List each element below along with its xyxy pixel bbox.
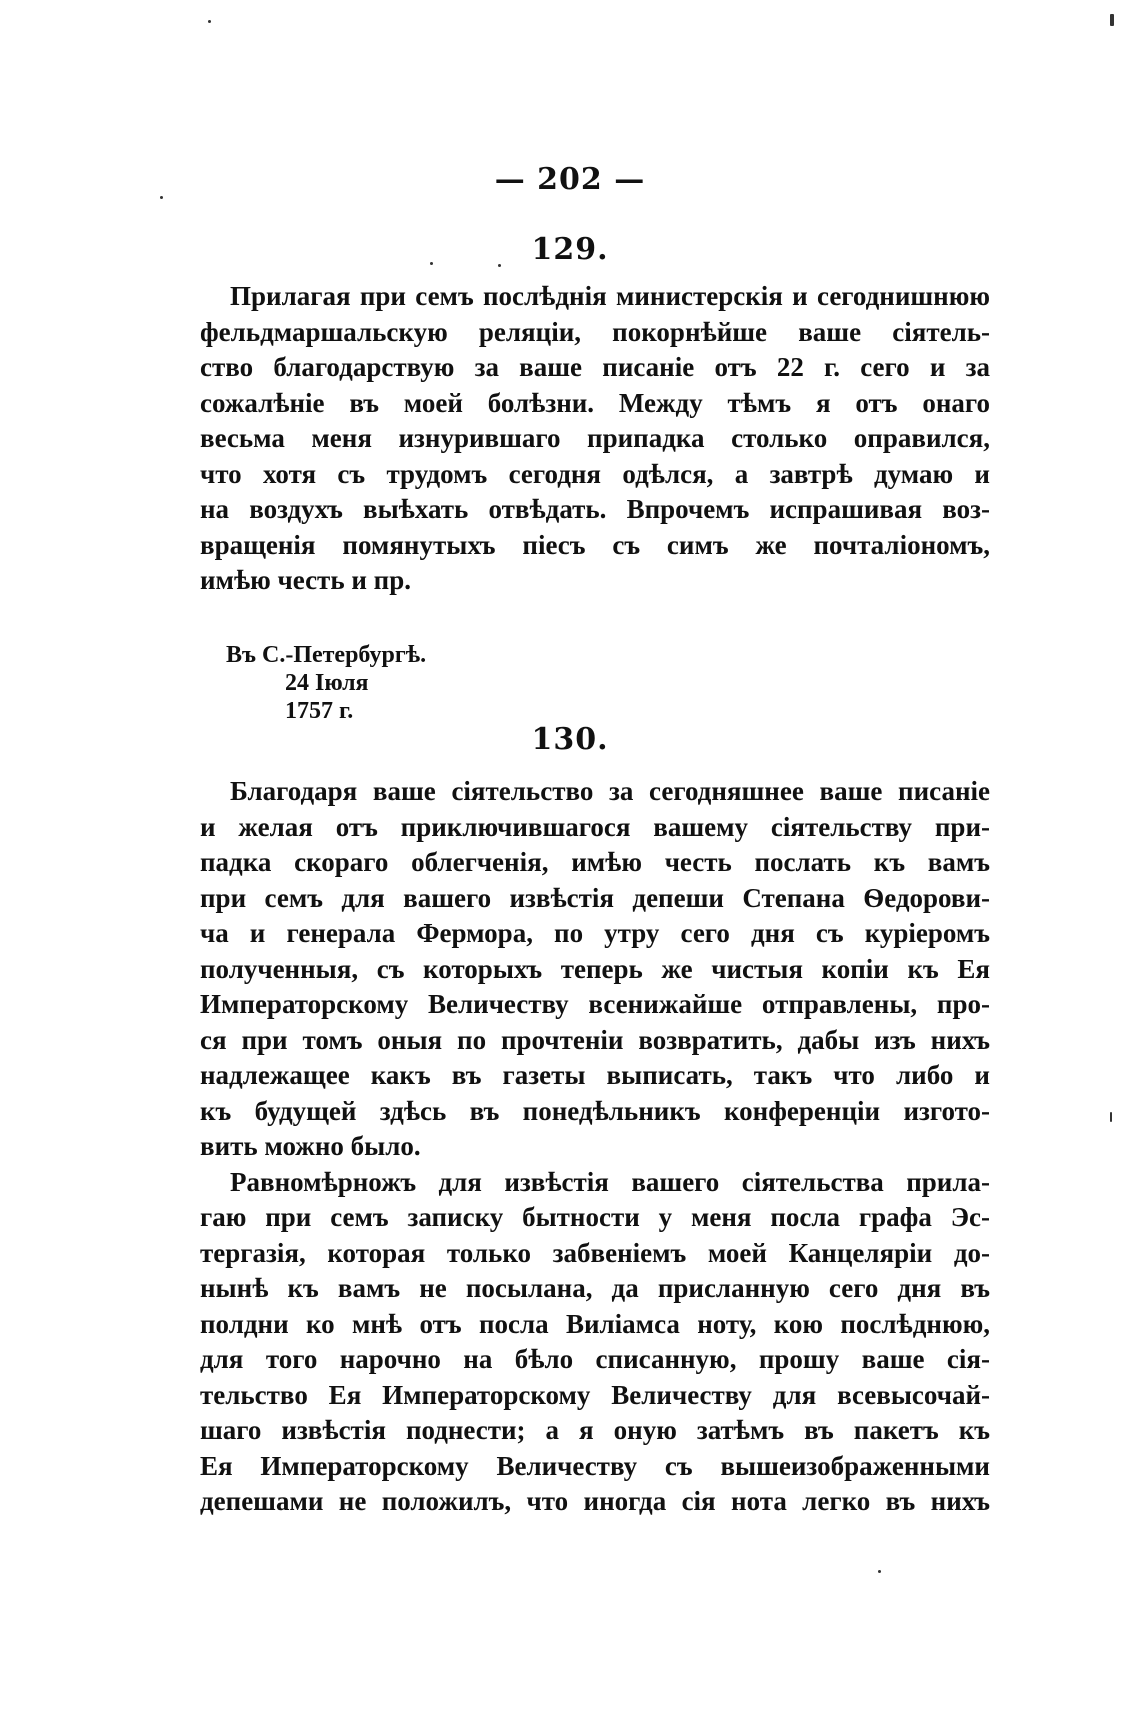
letter-130-p2-line: шаго извѣстія поднести; а я оную затѣмъ въ пакетъ къ xyxy=(200,1415,990,1445)
letter-129-date: 24 Іюля xyxy=(285,670,369,696)
letter-130-p2-line: полдни ко мнѣ отъ посла Виліамса ноту, кою послѣднюю, xyxy=(200,1308,990,1339)
letter-130-p2-line: нынѣ къ вамъ не посылана, да присланную сего дня въ xyxy=(200,1273,990,1303)
letter-130-p2-line: для того нарочно на бѣло списанную, прошу ваше сія- xyxy=(200,1344,990,1374)
letter-130-p1-line: падка скораго облегченія, имѣю честь послать къ вамъ xyxy=(200,847,990,877)
letter-130-p2-line: Равномѣрножъ для извѣстія вашего сіятельства прила- xyxy=(230,1166,990,1197)
letter-130-p1-line: Благодаря ваше сіятельство за сегодняшнее ваше писаніе xyxy=(230,776,990,806)
scan-speck xyxy=(498,264,501,267)
letter-130-p1-line: надлежащее какъ въ газеты выписать, такъ что либо и xyxy=(200,1060,990,1090)
letter-129-place: Въ С.-Петербургѣ. xyxy=(226,642,427,668)
letter-130-p2-line: Ея Императорскому Величеству съ вышеизображенными xyxy=(200,1450,990,1481)
letter-130-p1-line: полученныя, съ которыхъ теперь же чистыя копіи къ Ея xyxy=(200,953,990,984)
letter-130-number: 130. xyxy=(531,722,609,757)
scan-speck xyxy=(430,262,433,265)
letter-129-line: сожалѣніе въ моей болѣзни. Между тѣмъ я отъ онаго xyxy=(200,387,990,418)
letter-130-p1-line: ча и генерала Фермора, по утру сего дня съ куріеромъ xyxy=(200,918,990,948)
letter-129-line: что хотя съ трудомъ сегодня одѣлся, а завтрѣ думаю и xyxy=(200,458,990,489)
letter-129-line: весьма меня изнурившаго припадка столько оправился, xyxy=(200,423,990,453)
letter-130-p1-line: вить можно было. xyxy=(200,1131,421,1161)
letter-130-p1-line: при семъ для вашего извѣстія депеши Степана Ѳедорови- xyxy=(200,882,990,913)
letter-130-p2-line: тергазія, которая только забвеніемъ моей Канцеляріи до- xyxy=(200,1237,990,1268)
letter-129-body xyxy=(200,279,990,599)
letter-129-line: имѣю честь и пр. xyxy=(200,565,411,595)
letter-130-p2-line: гаю при семъ записку бытности у меня посла графа Эс- xyxy=(200,1202,990,1232)
letter-130-p1-line: къ будущей здѣсь въ понедѣльникъ конференціи изгото- xyxy=(200,1095,990,1126)
page-number: — 202 — xyxy=(494,162,646,197)
letter-129-line: ство благодарствую за ваше писаніе отъ 22 г. сего и за xyxy=(200,352,990,382)
letter-130-body xyxy=(200,774,990,1520)
letter-129-line: на воздухъ выѣхать отвѣдать. Впрочемъ испрашивая воз- xyxy=(200,494,990,524)
letter-130-p2-line: депешами не положилъ, что иногда сія нота легко въ нихъ xyxy=(200,1486,990,1516)
letter-129-number: 129. xyxy=(531,232,609,267)
scan-speck xyxy=(1110,1112,1112,1122)
scan-speck xyxy=(208,20,211,23)
letter-130-p1-line: и желая отъ приключившагося вашему сіятельству при- xyxy=(200,811,990,842)
letter-129-line: вращенія помянутыхъ піесъ съ симъ же почталіономъ, xyxy=(200,529,990,560)
letter-129-line: фельдмаршальскую реляціи, покорнѣйше ваше сіятель- xyxy=(200,316,990,347)
letter-130-p1-line: ся при томъ оныя по прочтеніи возвратить, дабы изъ нихъ xyxy=(200,1024,990,1055)
letter-130-p2-line: тельство Ея Императорскому Величеству для всевысочай- xyxy=(200,1379,990,1410)
scan-speck xyxy=(878,1570,881,1573)
letter-129-year: 1757 г. xyxy=(285,698,354,724)
letter-129-line: Прилагая при семъ послѣднія министерскія и сегоднишнюю xyxy=(230,281,990,311)
letter-130-p1-line: Императорскому Величеству всенижайше отправлены, про- xyxy=(200,989,990,1019)
scan-speck xyxy=(160,196,163,199)
scan-speck xyxy=(1110,14,1114,26)
